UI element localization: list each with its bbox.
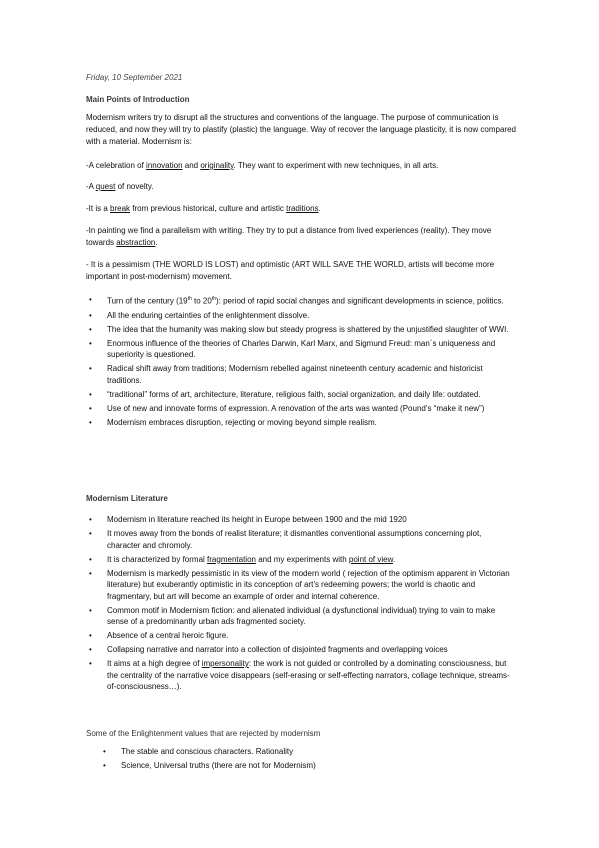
section-heading-enlightenment-values: Some of the Enlightenment values that are rejected by modernism xyxy=(86,729,321,738)
list-item: • All the enduring certainties of the enlightenment dissolve. xyxy=(86,310,516,322)
point-innovation: -A celebration of innovation and originality. They want to experiment with new techniques, in all arts. xyxy=(86,161,439,170)
point-break: -It is a break from previous historical, culture and artistic traditions. xyxy=(86,204,321,213)
list-item: • Enormous influence of the theories of Charles Darwin, Karl Marx, and Sigmund Freud: man´s uniqueness and superiority is questioned. xyxy=(86,338,516,361)
document-title: Main Points of Introduction xyxy=(86,95,190,104)
list-item: • Modernism in literature reached its height in Europe between 1900 and the mid 1920 xyxy=(86,514,516,526)
list-item: • Absence of a central heroic figure. xyxy=(86,630,516,642)
list-item: • It is characterized by formal fragmentation and my experiments with point of view. xyxy=(86,554,516,566)
point-abstraction: -In painting we find a parallelism with writing. They try to put a distance from lived experiences (reality). They move towards abstraction. xyxy=(86,226,492,248)
list-item: • It moves away from the bonds of realist literature; it dismantles conventional assumptions concerning plot, character and chromoly. xyxy=(86,528,516,551)
list-item: • Radical shift away from traditions; Modernism rebelled against nineteenth century academic and historicist traditions. xyxy=(86,363,516,386)
intro-paragraph: Modernism writers try to disrupt all the structures and conventions of the language. The purpose of communication is reduced, and now they will try to plastify (plastic) the language. Way of recover the language plasticity, it is now compared with a material. Modernism is: xyxy=(86,113,516,147)
list-item: • Modernism is markedly pessimistic in its view of the modern world ( rejection of the optimism apparent in Victorian literature) but exuberantly optimistic in its conception of art’s redeeming powers; the world is chaotic and fragmentary, but art will become an example of order and internal coherence. xyxy=(86,568,516,603)
literature-bullet-list xyxy=(86,514,516,695)
list-item: • Collapsing narrative and narrator into a collection of disjointed fragments and overlapping voices xyxy=(86,644,516,656)
list-item: • Science, Universal truths (there are not for Modernism) xyxy=(100,760,530,772)
list-item: • Turn of the century (19th to 20th): period of rapid social changes and significant developments in science, politics. xyxy=(86,294,516,307)
document-date: Friday, 10 September 2021 xyxy=(86,73,183,82)
point-quest: -A quest of novelty. xyxy=(86,182,154,191)
context-bullet-list xyxy=(86,294,516,431)
list-item: • Use of new and innovate forms of expression. A renovation of the arts was wanted (Pound’s “make it new”) xyxy=(86,403,516,415)
section-heading-modernism-literature: Modernism Literature xyxy=(86,494,168,503)
enlightenment-bullet-list xyxy=(100,746,530,774)
list-item: • It aims at a high degree of impersonality: the work is not guided or controlled by a dominating consciousness, but the centrality of the narrative voice disappears (self-erasing or self-effecting narrators, collage technique, streams-of-consciousness…). xyxy=(86,658,516,693)
list-item: • Modernism embraces disruption, rejecting or moving beyond simple realism. xyxy=(86,417,516,429)
list-item: • The idea that the humanity was making slow but steady progress is shattered by the unjustified slaughter of WWI. xyxy=(86,324,516,336)
list-item: • Common motif in Modernism fiction: and alienated individual (a dysfunctional individual) trying to vain to make sense of a predominantly urban ads fragmented society. xyxy=(86,605,516,628)
list-item: • “traditional” forms of art, architecture, literature, religious faith, social organization, and daily life: outdated. xyxy=(86,389,516,401)
point-pessimism: - It is a pessimism (THE WORLD IS LOST) and optimistic (ART WILL SAVE THE WORLD, artists will become more important in post-modernism) movement. xyxy=(86,260,495,282)
list-item: • The stable and conscious characters. Rationality xyxy=(100,746,530,758)
